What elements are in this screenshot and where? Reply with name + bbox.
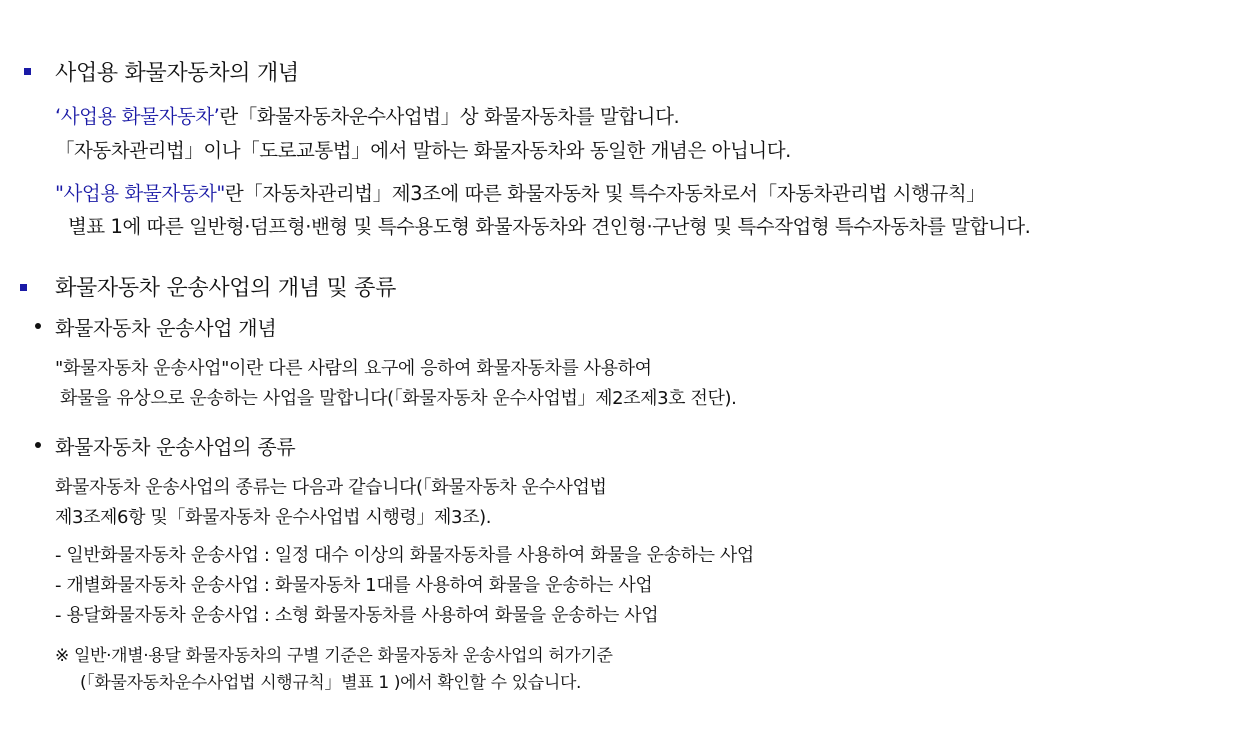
paragraph-line: 화물을 유상으로 운송하는 사업을 말합니다(「화물자동차 운수사업법」제2조제3호 전단). bbox=[60, 388, 737, 409]
text-span: 란「화물자동차운수사업법」상 화물자동차를 말합니다. bbox=[219, 105, 680, 128]
subsection-bullet bbox=[35, 442, 41, 448]
paragraph-line: 별표 1에 따른 일반형·덤프형·밴형 및 특수용도형 화물자동차와 견인형·구난형 및 특수작업형 특수자동차를 말합니다. bbox=[68, 215, 1031, 238]
paragraph-line: 「자동차관리법」이나「도로교통법」에서 말하는 화물자동차와 동일한 개념은 아닙니다. bbox=[55, 139, 791, 162]
list-item: - 개별화물자동차 운송사업 : 화물자동차 1대를 사용하여 화물을 운송하는 사업 bbox=[55, 575, 653, 596]
paragraph-line bbox=[55, 178, 985, 206]
paragraph-line: "화물자동차 운송사업"이란 다른 사람의 요구에 응하여 화물자동차를 사용하여 bbox=[55, 358, 652, 379]
section-bullet bbox=[20, 284, 27, 291]
subsection-bullet bbox=[35, 323, 41, 329]
paragraph-line: 화물자동차 운송사업의 종류는 다음과 같습니다(「화물자동차 운수사업법 bbox=[55, 477, 607, 498]
note-line: ※ 일반·개별·용달 화물자동차의 구별 기준은 화물자동차 운송사업의 허가기준 bbox=[55, 646, 613, 666]
highlight-term: ‘사업용 화물자동차’ bbox=[55, 105, 220, 128]
subsection-title: 화물자동차 운송사업의 종류 bbox=[55, 435, 296, 459]
subsection-title: 화물자동차 운송사업 개념 bbox=[55, 316, 277, 340]
list-item: - 일반화물자동차 운송사업 : 일정 대수 이상의 화물자동차를 사용하여 화물을 운송하는 사업 bbox=[55, 545, 754, 566]
note-line: (「화물자동차운수사업법 시행규칙」별표 1 )에서 확인할 수 있습니다. bbox=[80, 673, 582, 693]
section-bullet bbox=[24, 68, 31, 75]
list-item: - 용달화물자동차 운송사업 : 소형 화물자동차를 사용하여 화물을 운송하는 사업 bbox=[55, 605, 659, 626]
highlight-term: "사업용 화물자동차" bbox=[55, 182, 225, 205]
paragraph-line bbox=[55, 101, 679, 129]
section-title: 사업용 화물자동차의 개념 bbox=[55, 61, 299, 86]
paragraph-line: 제3조제6항 및「화물자동차 운수사업법 시행령」제3조). bbox=[55, 507, 492, 528]
text-span: 란「자동차관리법」제3조에 따른 화물자동차 및 특수자동차로서「자동차관리법 시행규칙」 bbox=[224, 182, 986, 205]
section-title: 화물자동차 운송사업의 개념 및 종류 bbox=[55, 276, 397, 301]
